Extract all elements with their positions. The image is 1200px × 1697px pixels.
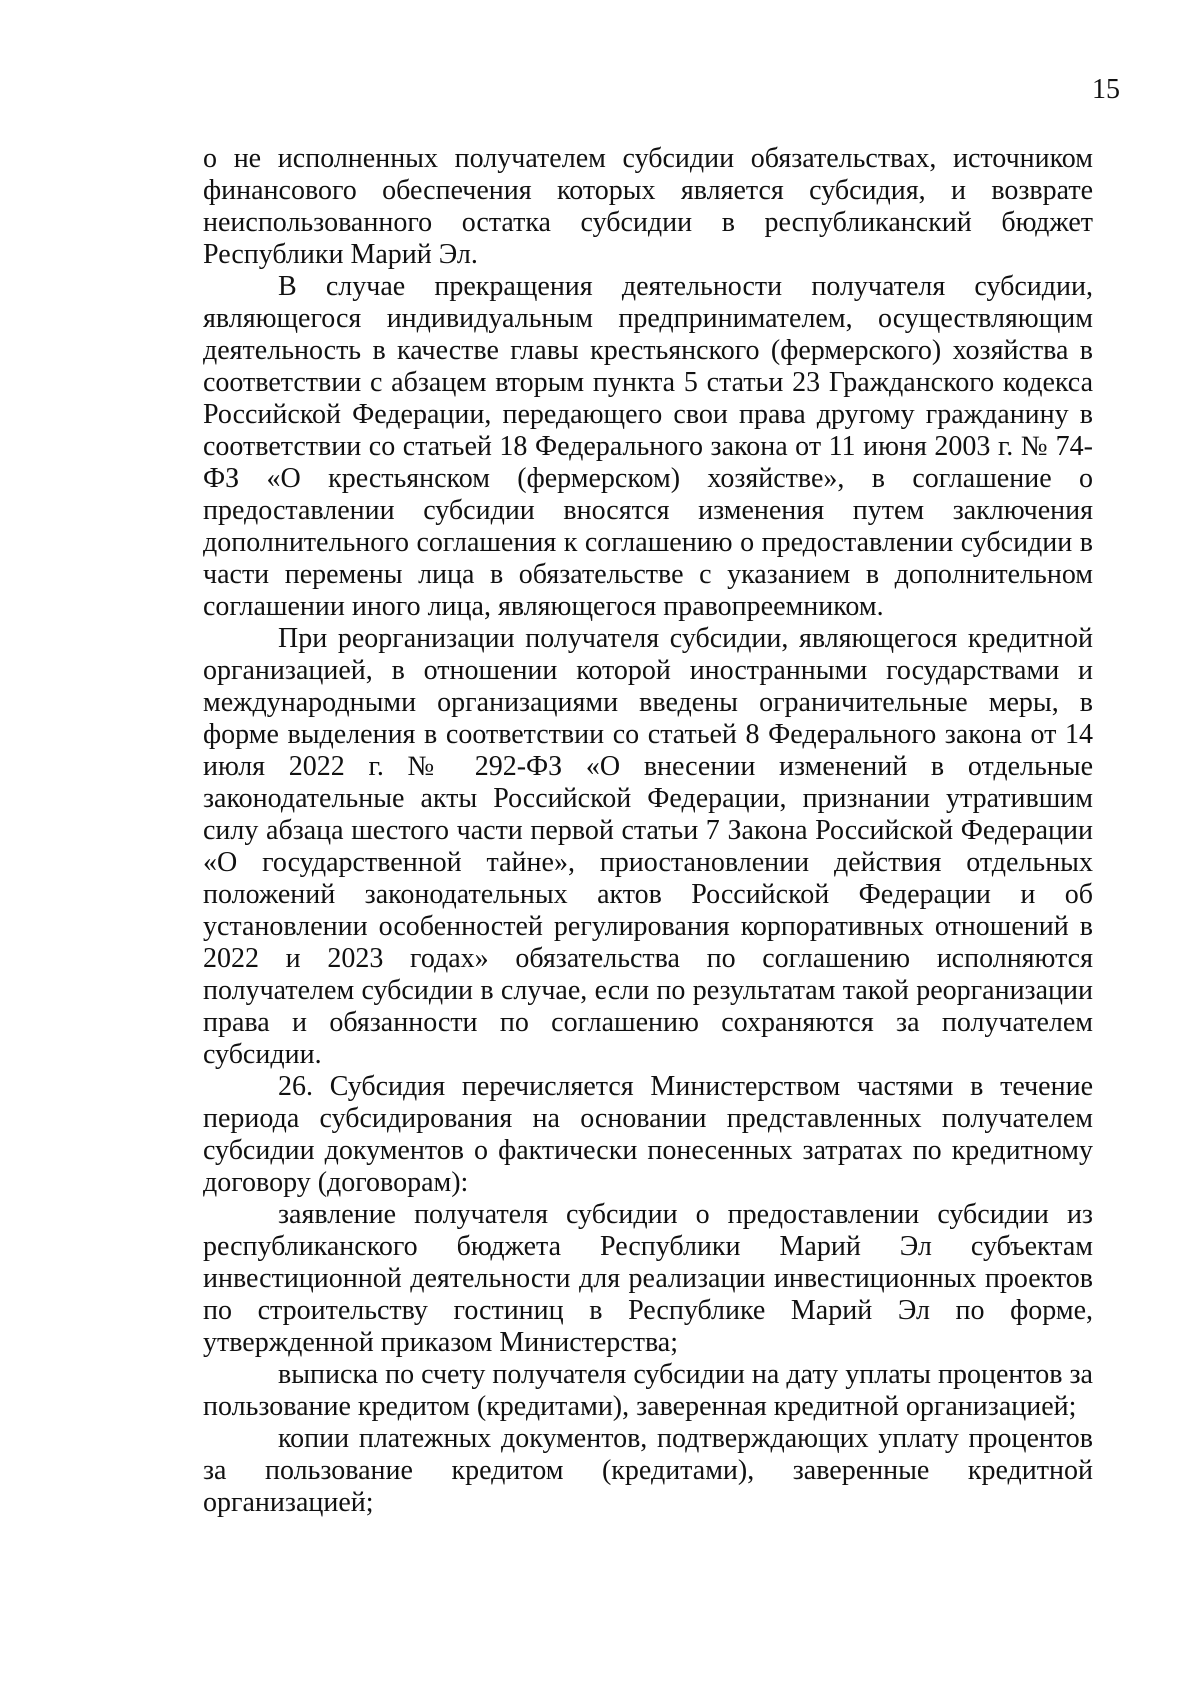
document-body [203, 143, 1093, 1519]
page-number: 15 [1092, 74, 1120, 105]
paragraph-recipient-obligations: о не исполненных получателем субсидии обязательствах, источником финансового обеспечения которых является субсидия, и возврате неиспользованного остатка субсидии в республиканский бюджет Республики Марий Эл. [203, 143, 1093, 270]
paragraph-item-26: 26. Субсидия перечисляется Министерством частями в течение периода субсидирования на основании представленных получателем субсидии документов о фактически понесенных затратах по кредитному договору (договорам): [203, 1071, 1093, 1198]
paragraph-reorganization: При реорганизации получателя субсидии, являющегося кредитной организацией, в отношении которой иностранными государствами и международными организациями введены ограничительные меры, в форме выделения в соответствии со статьей 8 Федерального закона от 14 июля 2022 г. № 292-ФЗ «О внесении изменений в отдельные законодательные акты Российской Федерации, признании утратившим силу абзаца шестого части первой статьи 7 Закона Российской Федерации «О государственной тайне», приостановлении действия отдельных положений законодательных актов Российской Федерации и об установлении особенностей регулирования корпоративных отношений в 2022 и 2023 годах» обязательства по соглашению исполняются получателем субсидии в случае, если по результатам такой реорганизации права и обязанности по соглашению сохраняются за получателем субсидии. [203, 623, 1093, 1070]
list-item-account-statement: выписка по счету получателя субсидии на дату уплаты процентов за пользование кредитом (кредитами), заверенная кредитной организацией; [203, 1359, 1093, 1422]
list-item-application: заявление получателя субсидии о предоставлении субсидии из республиканского бюджета Республики Марий Эл субъектам инвестиционной деятельности для реализации инвестиционных проектов по строительству гостиниц в Республике Марий Эл по форме, утвержденной приказом Министерства; [203, 1199, 1093, 1358]
paragraph-termination-of-activity: В случае прекращения деятельности получателя субсидии, являющегося индивидуальным предпринимателем, осуществляющим деятельность в качестве главы крестьянского (фермерского) хозяйства в соответствии с абзацем вторым пункта 5 статьи 23 Гражданского кодекса Российской Федерации, передающего свои права другому гражданину в соответствии со статьей 18 Федерального закона от 11 июня 2003 г. № 74-ФЗ «О крестьянском (фермерском) хозяйстве», в соглашение о предоставлении субсидии вносятся изменения путем заключения дополнительного соглашения к соглашению о предоставлении субсидии в части перемены лица в обязательстве с указанием в дополнительном соглашении иного лица, являющегося правопреемником. [203, 271, 1093, 622]
list-item-payment-documents: копии платежных документов, подтверждающих уплату процентов за пользование кредитом (кредитами), заверенные кредитной организацией; [203, 1423, 1093, 1518]
